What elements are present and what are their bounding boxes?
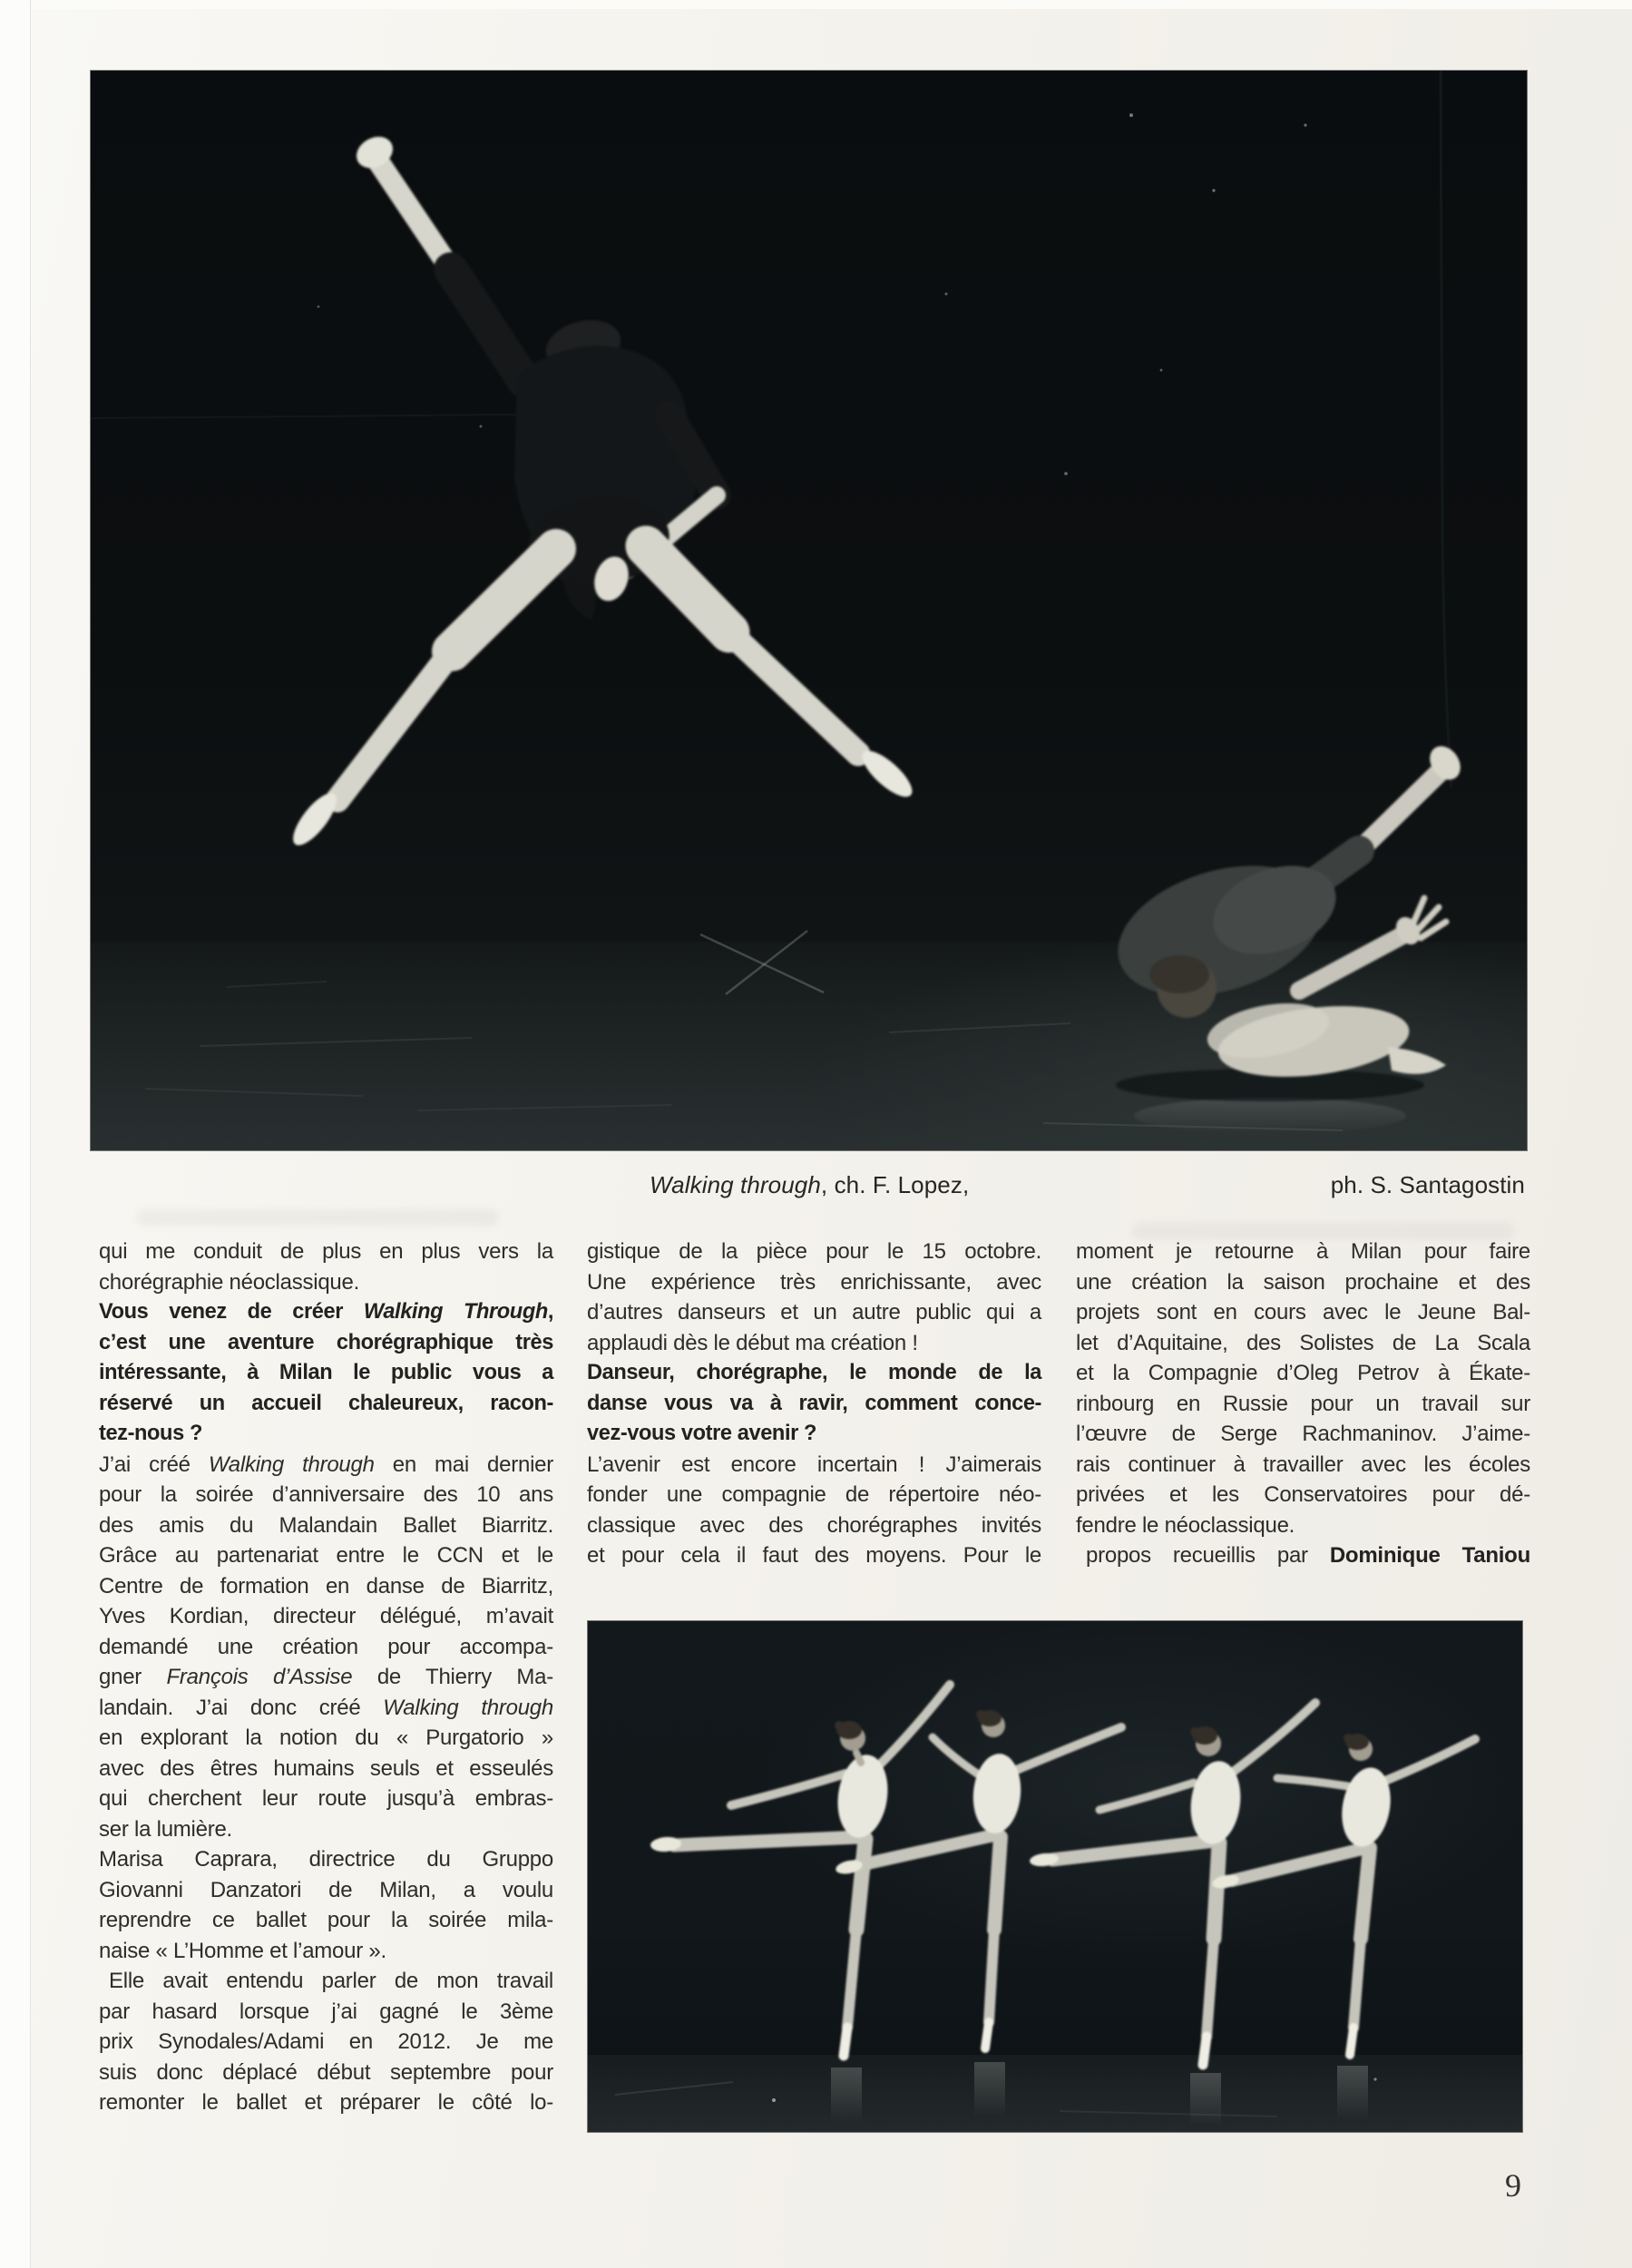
text-line: une création la saison prochaine et des [1076, 1269, 1530, 1295]
text-line: projets sont en cours avec le Jeune Bal- [1076, 1300, 1530, 1325]
text-line: d’autres danseurs et un autre public qui a [587, 1300, 1041, 1325]
text-line: propos recueillis par Dominique Taniou [1086, 1543, 1530, 1568]
photo-credit: ph. S. Santagostin [1330, 1171, 1525, 1198]
text-line: Grâce au partenariat entre le CCN et le [99, 1543, 553, 1568]
text-line: qui me conduit de plus en plus vers la [99, 1239, 553, 1264]
text-line: tez-nous ? [99, 1422, 202, 1445]
text-line: Une expérience très enrichissante, avec [587, 1269, 1041, 1295]
text-line: landain. J’ai donc créé Walking through [99, 1695, 553, 1720]
text-line: qui cherchent leur route jusqu’à embras- [99, 1786, 553, 1811]
text-line: L’avenir est encore incertain ! J’aimerais [587, 1452, 1041, 1477]
text-line: danse vous va à ravir, comment conce- [587, 1391, 1041, 1415]
text-line: gistique de la pièce pour le 15 octobre. [587, 1239, 1041, 1264]
scan-edge-top [0, 0, 1632, 9]
text-line: let d’Aquitaine, des Solistes de La Scala [1076, 1330, 1530, 1355]
text-line: pour la soirée d’anniversaire des 10 ans [99, 1482, 553, 1507]
text-line: Yves Kordian, directeur délégué, m’avait [99, 1604, 553, 1628]
caption-choreographer: , ch. F. Lopez, [820, 1171, 970, 1198]
stage-photo-four-dancers [588, 1621, 1522, 2132]
text-line: et pour cela il faut des moyens. Pour le [587, 1543, 1041, 1568]
article-column-1 [99, 1237, 553, 2118]
text-line: et la Compagnie d’Oleg Petrov à Ékate- [1076, 1361, 1530, 1385]
photo-caption [650, 1171, 969, 1199]
text-line: fonder une compagnie de répertoire néo- [587, 1482, 1041, 1507]
caption-work-title: Walking through [650, 1171, 821, 1198]
text-line: applaudi dès le début ma création ! [587, 1330, 918, 1355]
text-line: en explorant la notion du « Purgatorio » [99, 1725, 553, 1750]
text-line: des amis du Malandain Ballet Biarritz. [99, 1512, 553, 1538]
article-column-3 [1076, 1237, 1530, 1571]
text-line: classique avec des chorégraphes invités [587, 1512, 1041, 1538]
text-line: Vous venez de créer Walking Through, [99, 1300, 553, 1324]
text-line: privées et les Conservatoires pour dé- [1076, 1482, 1530, 1507]
text-line: J’ai créé Walking through en mai dernier [99, 1452, 553, 1477]
text-line: Elle avait entendu parler de mon travail [109, 1969, 553, 1993]
text-line: l’œuvre de Serge Rachmaninov. J’aime- [1076, 1422, 1530, 1446]
text-line: Centre de formation en danse de Biarritz, [99, 1573, 553, 1598]
text-line: naise « L’Homme et l’amour ». [99, 1938, 386, 1963]
text-line: fendre le néoclassique. [1076, 1512, 1295, 1538]
text-line: suis donc déplacé début septembre pour [99, 2059, 553, 2085]
text-line: demandé une création pour accompa- [99, 1634, 553, 1659]
text-line: gner François d’Assise de Thierry Ma- [99, 1665, 554, 1689]
text-line: prix Synodales/Adami en 2012. Je me [99, 2029, 553, 2054]
showthrough-smudge [136, 1209, 499, 1226]
text-line: reprendre ce ballet pour la soirée mila- [99, 1908, 553, 1932]
text-line: vez-vous votre avenir ? [587, 1422, 817, 1445]
text-line: moment je retourne à Milan pour faire [1076, 1239, 1530, 1264]
text-line: rinbourg en Russie pour un travail sur [1076, 1391, 1530, 1416]
text-line: Marisa Caprara, directrice du Gruppo [99, 1847, 553, 1872]
text-line: chorégraphie néoclassique. [99, 1269, 360, 1295]
text-line: Danseur, chorégraphe, le monde de la [587, 1361, 1041, 1384]
text-line: rais continuer à travailler avec les écoles [1076, 1452, 1530, 1477]
stage-photo-bottom-illustration [588, 1621, 1522, 2132]
text-line: par hasard lorsque j’ai gagné le 3ème [99, 1999, 553, 2024]
stage-photo-walking-through [91, 71, 1527, 1150]
text-line: intéressante, à Milan le public vous a [99, 1361, 553, 1384]
article-column-2 [587, 1237, 1041, 1571]
stage-floor [588, 2055, 1522, 2132]
text-line: remonter le ballet et préparer le côté lo- [99, 2090, 553, 2115]
text-line: Giovanni Danzatori de Milan, a voulu [99, 1877, 553, 1902]
text-line: ser la lumière. [99, 1816, 232, 1842]
text-line: réservé un accueil chaleureux, racon- [99, 1391, 553, 1415]
page-number: 9 [1505, 2167, 1521, 2204]
scan-edge-left [0, 0, 31, 2268]
stage-photo-top-illustration [91, 71, 1527, 1150]
text-line: avec des êtres humains seuls et esseulés [99, 1755, 553, 1781]
text-line: c’est une aventure chorégraphique très [99, 1330, 553, 1354]
